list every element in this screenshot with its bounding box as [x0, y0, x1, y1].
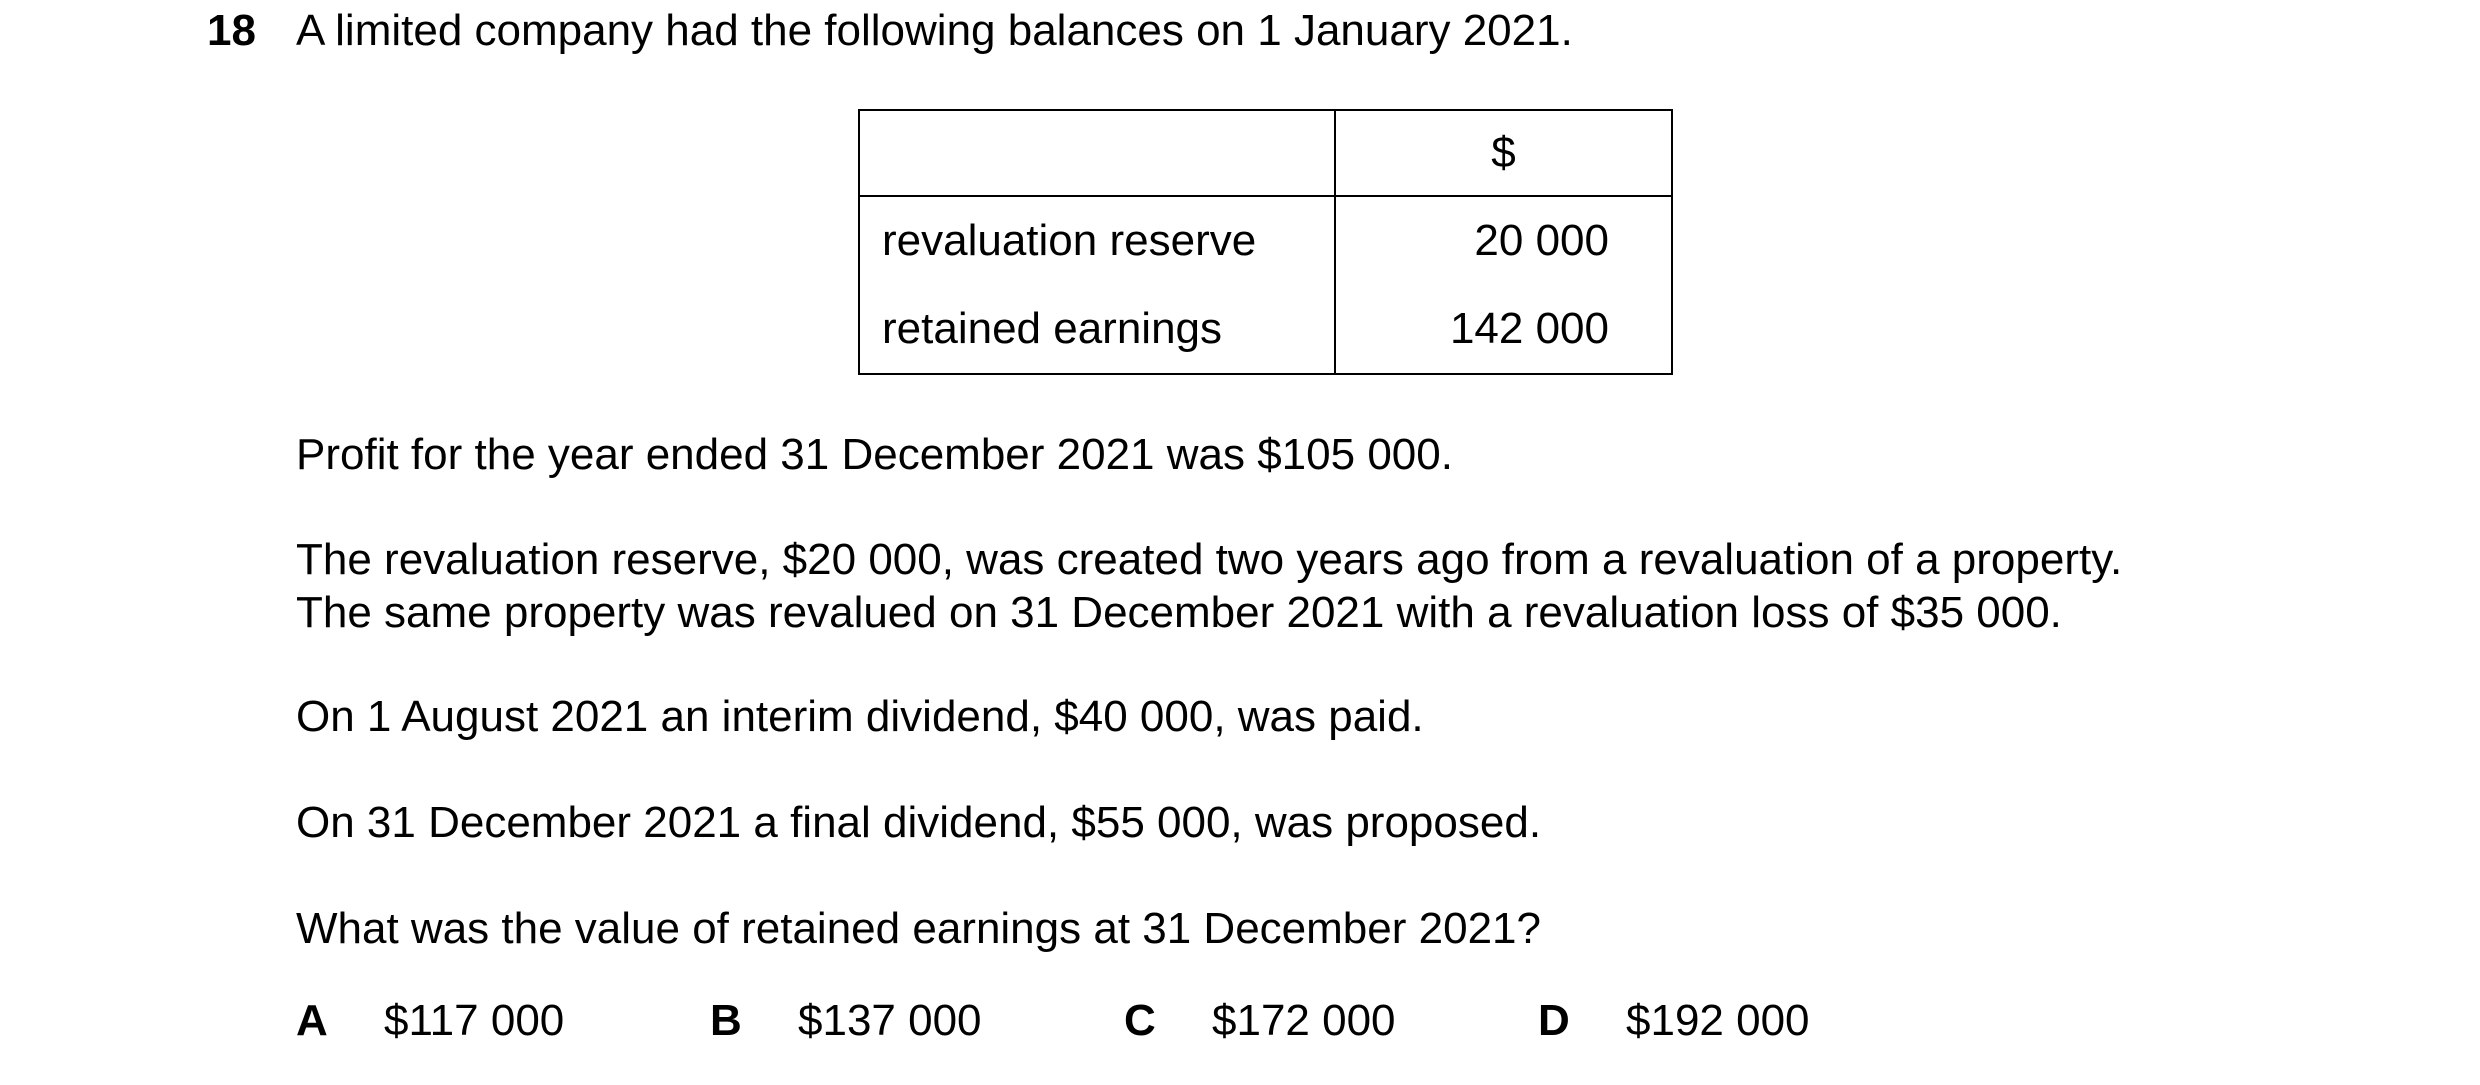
question-prompt: What was the value of retained earnings at 31 December 2021?	[296, 904, 1541, 953]
option-value: $192 000	[1626, 996, 1810, 1045]
option-letter: A	[296, 996, 328, 1045]
table-header-label-cell	[859, 110, 1335, 196]
balances-table	[858, 109, 1673, 375]
option-b[interactable]	[710, 996, 982, 1046]
row-label-retained-earnings: retained earnings	[859, 285, 1335, 374]
option-letter: B	[710, 996, 742, 1045]
revaluation-line-1: The revaluation reserve, $20 000, was created two years ago from a revaluation of a property.	[296, 535, 2123, 584]
table-header-row	[859, 110, 1672, 196]
option-letter: C	[1124, 996, 1156, 1045]
row-amount-retained-earnings: 142 000	[1335, 285, 1672, 374]
row-label-revaluation-reserve: revaluation reserve	[859, 196, 1335, 285]
option-value: $137 000	[798, 996, 982, 1045]
option-c[interactable]	[1124, 996, 1396, 1046]
option-value: $172 000	[1212, 996, 1396, 1045]
option-a[interactable]	[296, 996, 565, 1046]
table-header-amount: $	[1335, 110, 1672, 196]
interim-dividend-paragraph: On 1 August 2021 an interim dividend, $40 000, was paid.	[296, 692, 1424, 741]
row-amount-revaluation-reserve: 20 000	[1335, 196, 1672, 285]
option-d[interactable]	[1538, 996, 1810, 1046]
table-row	[859, 196, 1672, 285]
question-number: 18	[207, 6, 256, 55]
revaluation-line-2: The same property was revalued on 31 December 2021 with a revaluation loss of $35 000.	[296, 588, 2062, 637]
question-intro: A limited company had the following balances on 1 January 2021.	[296, 6, 1573, 55]
table-row	[859, 285, 1672, 374]
option-letter: D	[1538, 996, 1570, 1045]
option-value: $117 000	[384, 996, 565, 1045]
answer-options	[296, 996, 2196, 1056]
profit-paragraph: Profit for the year ended 31 December 2021 was $105 000.	[296, 430, 1453, 479]
final-dividend-paragraph: On 31 December 2021 a final dividend, $55 000, was proposed.	[296, 798, 1542, 847]
